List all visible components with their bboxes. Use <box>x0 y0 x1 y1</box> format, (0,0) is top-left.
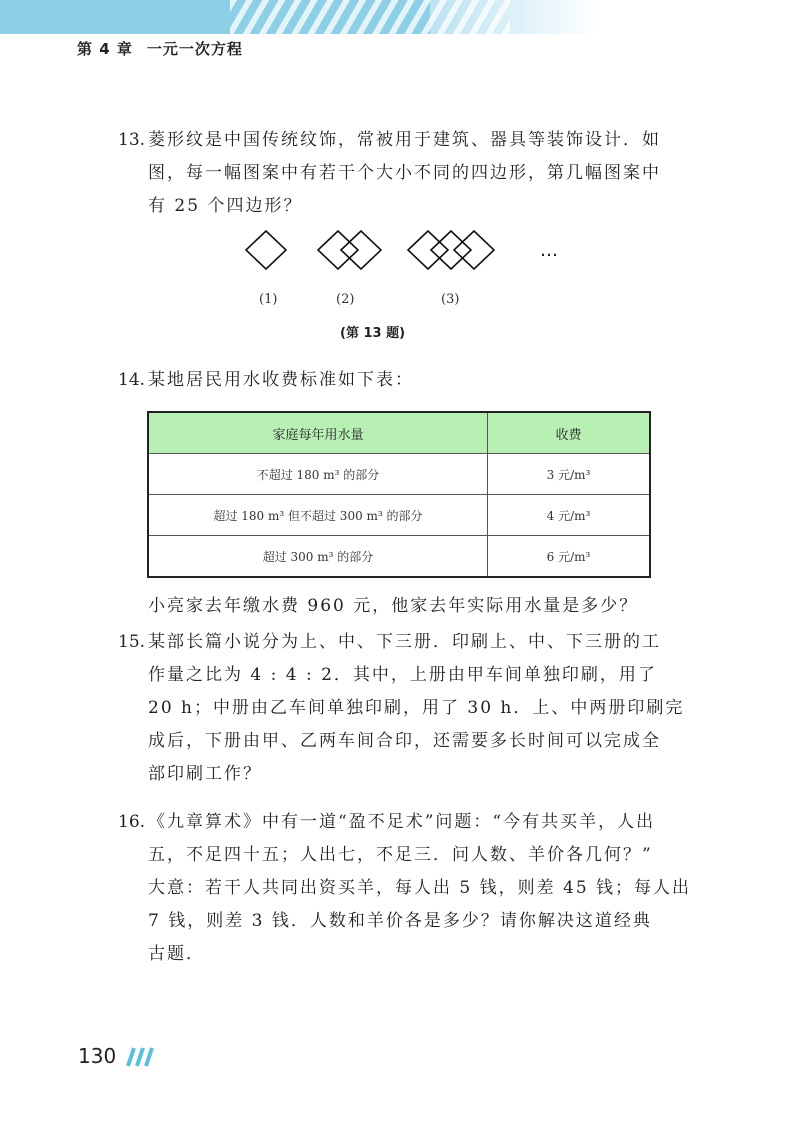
question-line: 有 25 个四边形？ <box>148 196 303 216</box>
question-line: 部印刷工作？ <box>148 764 262 784</box>
page-number: 130 <box>78 1044 117 1068</box>
question-number: 15. <box>118 632 146 652</box>
question-16 <box>118 806 692 971</box>
table-header-fee: 收费 <box>488 412 651 454</box>
page-slashes-decoration <box>122 1046 156 1068</box>
question-line: 《九章算术》中有一道“盈不足术”问题：“今有共买羊，人出 <box>148 812 656 832</box>
table-row <box>148 495 650 536</box>
rhombus-fig2-b <box>341 231 381 269</box>
chapter-title: 一元一次方程 <box>146 40 243 58</box>
question-line: 小亮家去年缴水费 960 元，他家去年实际用水量是多少？ <box>148 596 639 616</box>
question-line: 20 h；中册由乙车间单独印刷，用了 30 h．上、中两册印刷完 <box>148 698 685 718</box>
table-row <box>148 454 650 495</box>
table-cell: 超过 180 m³ 但不超过 300 m³ 的部分 <box>148 495 488 536</box>
table-row <box>148 536 650 578</box>
chapter-heading <box>77 38 243 59</box>
figure-caption: (第 13 题) <box>340 326 406 341</box>
question-line: 图，每一幅图案中有若干个大小不同的四边形，第几幅图案中 <box>148 163 661 183</box>
rhombus-pattern-figure <box>240 226 570 276</box>
rhombus-fig3-c <box>454 231 494 269</box>
rhombus-fig1 <box>246 231 286 269</box>
table-cell: 3 元/m³ <box>488 454 651 495</box>
table-header-row <box>148 412 650 454</box>
question-line: 7 钱，则差 3 钱．人数和羊价各是多少？请你解决这道经典 <box>148 911 652 931</box>
rhombus-fig3-a <box>408 231 448 269</box>
table-cell: 超过 300 m³ 的部分 <box>148 536 488 578</box>
water-fee-table <box>147 411 651 578</box>
question-15 <box>118 626 685 791</box>
question-line: 作量之比为 4 : 4 : 2．其中，上册由甲车间单独印刷，用了 <box>148 665 657 685</box>
question-line: 成后，下册由甲、乙两车间合印，还需要多长时间可以完成全 <box>148 731 661 751</box>
table-cell: 4 元/m³ <box>488 495 651 536</box>
figure-label-2: (2) <box>336 292 355 307</box>
table-header-usage: 家庭每年用水量 <box>148 412 488 454</box>
question-line: 五，不足四十五；人出七，不足三．问人数、羊价各几何？” <box>148 845 653 865</box>
figure-label-3: (3) <box>441 292 460 307</box>
question-14-followup <box>118 590 658 623</box>
question-line: 古题． <box>148 944 205 964</box>
rhombus-fig2-a <box>318 231 358 269</box>
question-line: 某部长篇小说分为上、中、下三册．印刷上、中、下三册的工 <box>148 632 661 652</box>
question-number: 13. <box>118 130 146 150</box>
figure-label-1: (1) <box>259 292 278 307</box>
question-14 <box>118 364 658 397</box>
question-line: 大意：若干人共同出资买羊，每人出 5 钱，则差 45 钱；每人出 <box>148 878 692 898</box>
table-cell: 6 元/m³ <box>488 536 651 578</box>
chapter-number: 第 4 章 <box>77 40 133 58</box>
table-cell: 不超过 180 m³ 的部分 <box>148 454 488 495</box>
rhombus-fig3-b <box>431 231 471 269</box>
question-13 <box>118 124 661 223</box>
figure-ellipsis: … <box>540 240 558 261</box>
question-number: 14. <box>118 370 146 390</box>
header-fade <box>430 0 800 34</box>
question-intro: 某地居民用水收费标准如下表： <box>148 370 414 390</box>
question-number: 16. <box>118 812 146 832</box>
question-line: 菱形纹是中国传统纹饰，常被用于建筑、器具等装饰设计．如 <box>148 130 661 150</box>
